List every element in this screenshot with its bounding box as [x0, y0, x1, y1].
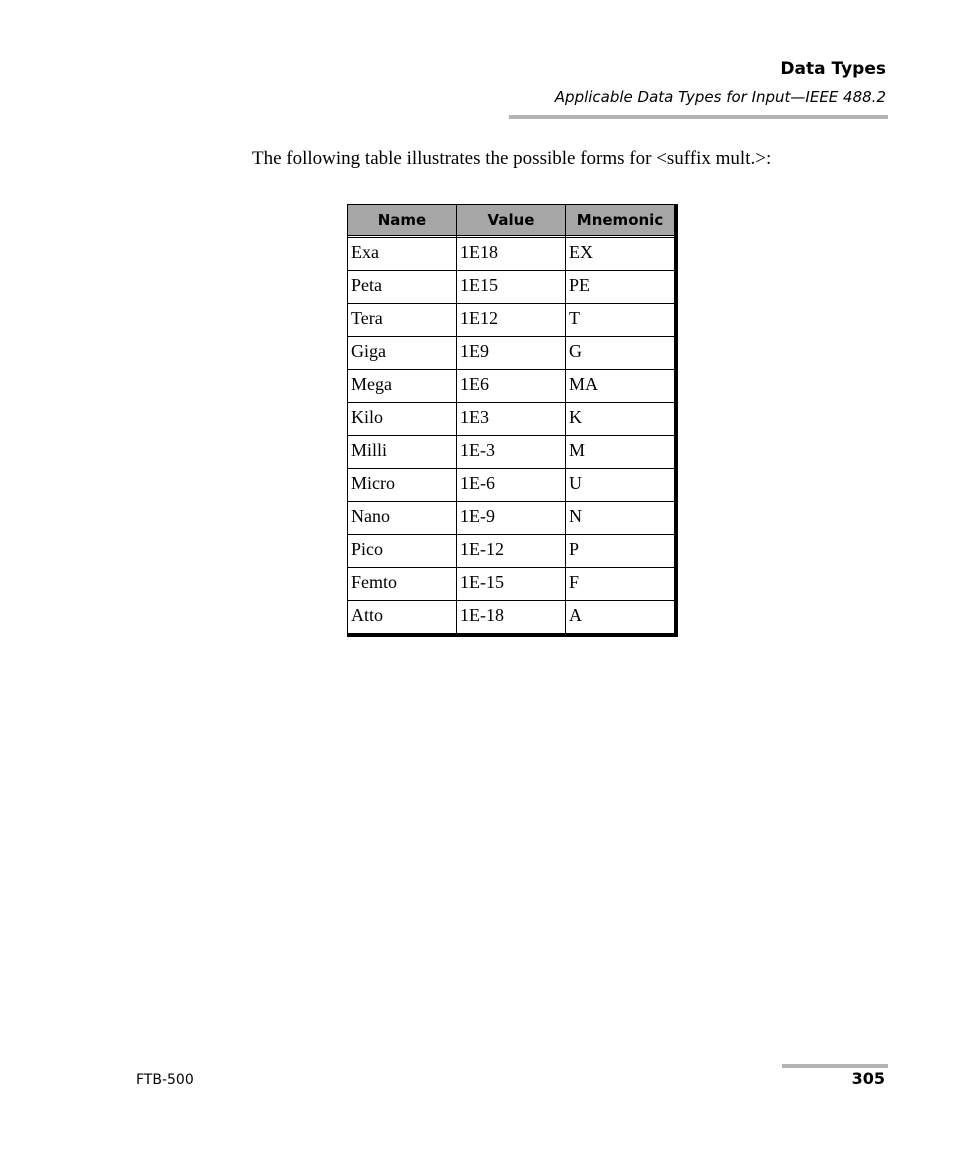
cell-name: Micro: [348, 469, 457, 502]
cell-name: Atto: [348, 601, 457, 634]
cell-mnemonic: P: [566, 535, 675, 568]
page-header-title: Data Types: [780, 59, 886, 79]
suffix-mult-table: [347, 204, 675, 634]
cell-value: 1E-12: [457, 535, 566, 568]
header-divider: [509, 115, 888, 119]
cell-mnemonic: MA: [566, 370, 675, 403]
suffix-mult-table-container: [347, 204, 678, 637]
table-row: [348, 238, 675, 271]
column-header-name: Name: [348, 205, 457, 236]
table-row: [348, 304, 675, 337]
table-row: [348, 601, 675, 634]
table-row: [348, 469, 675, 502]
table-header-row: [348, 205, 675, 236]
cell-name: Mega: [348, 370, 457, 403]
cell-name: Tera: [348, 304, 457, 337]
table-row: [348, 502, 675, 535]
cell-value: 1E6: [457, 370, 566, 403]
table-row: [348, 271, 675, 304]
table-row: [348, 370, 675, 403]
footer-product-name: FTB-500: [136, 1072, 194, 1088]
cell-value: 1E-9: [457, 502, 566, 535]
cell-name: Milli: [348, 436, 457, 469]
cell-value: 1E12: [457, 304, 566, 337]
cell-name: Exa: [348, 238, 457, 271]
table-row: [348, 535, 675, 568]
page-number: 305: [851, 1069, 885, 1088]
column-header-mnemonic: Mnemonic: [566, 205, 675, 236]
cell-value: 1E15: [457, 271, 566, 304]
cell-value: 1E9: [457, 337, 566, 370]
cell-name: Nano: [348, 502, 457, 535]
cell-value: 1E-6: [457, 469, 566, 502]
cell-mnemonic: N: [566, 502, 675, 535]
cell-name: Pico: [348, 535, 457, 568]
cell-value: 1E-15: [457, 568, 566, 601]
cell-mnemonic: G: [566, 337, 675, 370]
cell-mnemonic: EX: [566, 238, 675, 271]
cell-value: 1E-3: [457, 436, 566, 469]
cell-mnemonic: PE: [566, 271, 675, 304]
cell-name: Femto: [348, 568, 457, 601]
table-row: [348, 568, 675, 601]
cell-name: Giga: [348, 337, 457, 370]
cell-value: 1E18: [457, 238, 566, 271]
table-row: [348, 337, 675, 370]
cell-mnemonic: U: [566, 469, 675, 502]
table-row: [348, 403, 675, 436]
column-header-value: Value: [457, 205, 566, 236]
page-header-subtitle: Applicable Data Types for Input—IEEE 488.2: [554, 88, 886, 106]
footer-divider: [782, 1064, 888, 1068]
cell-mnemonic: K: [566, 403, 675, 436]
cell-name: Peta: [348, 271, 457, 304]
cell-mnemonic: A: [566, 601, 675, 634]
cell-mnemonic: T: [566, 304, 675, 337]
intro-paragraph: The following table illustrates the possible forms for <suffix mult.>:: [252, 148, 772, 169]
cell-mnemonic: M: [566, 436, 675, 469]
cell-name: Kilo: [348, 403, 457, 436]
cell-mnemonic: F: [566, 568, 675, 601]
cell-value: 1E-18: [457, 601, 566, 634]
table-row: [348, 436, 675, 469]
cell-value: 1E3: [457, 403, 566, 436]
